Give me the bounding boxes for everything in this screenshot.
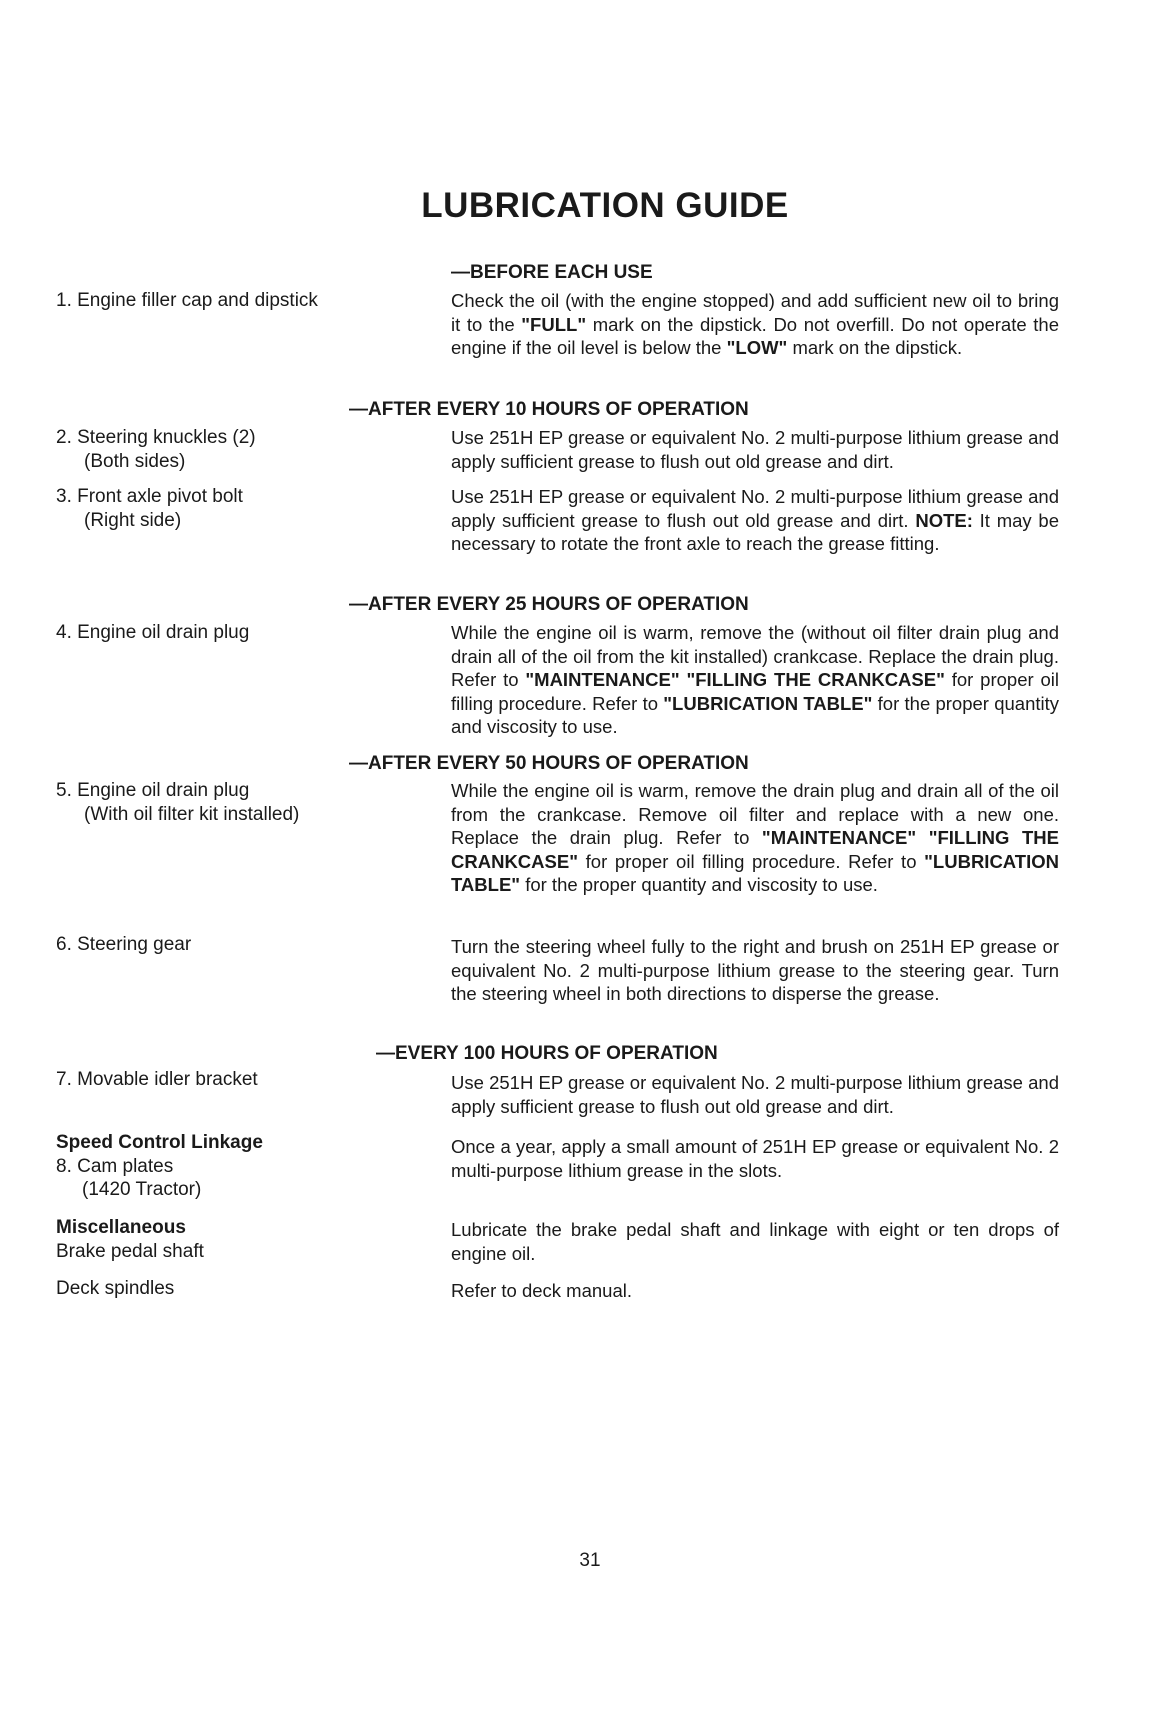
item-label: 5. Engine oil drain plug (56, 780, 250, 801)
heading-before-each-use: —BEFORE EACH USE (451, 262, 653, 283)
item-label: Brake pedal shaft (56, 1240, 204, 1262)
heading-after-10-hours: —AFTER EVERY 10 HOURS OF OPERATION (349, 399, 749, 420)
desc-bold: "MAINTENANCE" "FILLING THE CRANKCASE" (525, 669, 945, 690)
desc-movable-idler-bracket: Use 251H EP grease or equivalent No. 2 multi-purpose lithium grease and apply sufficient grease to flush out old grease and dirt. (451, 1072, 1059, 1117)
item-label: 8. Cam plates (56, 1155, 174, 1177)
desc-bold: "LUBRICATION TABLE" (663, 692, 873, 714)
desc-text: for the proper quantity and viscosity to use. (520, 874, 878, 895)
group-heading: Miscellaneous (56, 1217, 186, 1238)
item-miscellaneous (56, 1216, 396, 1263)
desc-engine-filler-cap (451, 289, 1059, 360)
item-steering-gear (56, 933, 396, 957)
item-sublabel: (With oil filter kit installed) (84, 803, 300, 825)
desc-text: Use 251H EP grease or equivalent No. 2 multi-purpose lithium grease and apply sufficient grease to flush out old grease and dirt. (451, 486, 1059, 531)
item-deck-spindles (56, 1277, 396, 1301)
desc-engine-oil-drain-plug (451, 621, 1059, 739)
item-engine-filler-cap (56, 289, 396, 313)
desc-front-axle-pivot-bolt (451, 485, 1059, 556)
item-sublabel: (Both sides) (84, 450, 186, 472)
item-sublabel: (Right side) (84, 509, 182, 531)
heading-after-50-hours: —AFTER EVERY 50 HOURS OF OPERATION (349, 753, 749, 774)
desc-text: mark on the dipstick. (787, 337, 963, 358)
desc-bold: "LOW" (726, 337, 788, 358)
page-number: 31 (579, 1550, 601, 1571)
desc-text: mark on the dipstick. Do not overfill. Do not operate the engine if the oil level is below the (451, 313, 1059, 358)
item-label: 4. Engine oil drain plug (56, 622, 250, 643)
item-label: 7. Movable idler bracket (56, 1069, 258, 1090)
group-heading: Speed Control Linkage (56, 1132, 263, 1153)
item-label: 3. Front axle pivot bolt (56, 486, 243, 507)
desc-text: Check the oil (with the engine stopped) and add sufficient new oil to bring it to the (451, 290, 1059, 335)
item-engine-oil-drain-plug (56, 621, 396, 645)
note-label: NOTE: (915, 509, 973, 531)
desc-text: for proper oil filling procedure. Refer to (451, 669, 1060, 714)
item-label: 6. Steering gear (56, 934, 192, 955)
page-title: LUBRICATION GUIDE (421, 186, 789, 225)
desc-text: It may be necessary to rotate the front axle to reach the grease fitting. (451, 509, 1059, 554)
heading-every-100-hours: —EVERY 100 HOURS OF OPERATION (376, 1043, 718, 1064)
heading-after-25-hours: —AFTER EVERY 25 HOURS OF OPERATION (349, 594, 749, 615)
item-front-axle-pivot-bolt (56, 485, 396, 532)
desc-deck-spindles: Refer to deck manual. (451, 1280, 632, 1301)
item-label: 2. Steering knuckles (2) (56, 427, 256, 448)
desc-bold: "LUBRICATION TABLE" (451, 850, 1059, 895)
desc-text: for proper oil filling procedure. Refer to (577, 850, 925, 872)
item-label: 1. Engine filler cap and dipstick (56, 290, 318, 311)
desc-bold: "MAINTENANCE" "FILLING THE CRANKCASE" (451, 827, 1059, 872)
item-movable-idler-bracket (56, 1068, 396, 1092)
desc-text: While the engine oil is warm, remove the drain plug and drain all of the oil from the crankcase. Remove oil filter and replace with a new one. Replace the drain plug. Refer to (451, 780, 1059, 848)
desc-bold: "FULL" (521, 313, 587, 335)
desc-cam-plates: Once a year, apply a small amount of 251H EP grease or equivalent No. 2 multi-purpose lithium grease in the slots. (451, 1136, 1059, 1181)
desc-text: While the engine oil is warm, remove the (without oil filter drain plug and drain all of the oil from the kit installed) crankcase. Replace the drain plug. Refer to (451, 622, 1059, 690)
desc-engine-oil-drain-plug-filter (451, 779, 1059, 897)
item-engine-oil-drain-plug-filter (56, 779, 396, 826)
desc-brake-pedal-shaft: Lubricate the brake pedal shaft and linkage with eight or ten drops of engine oil. (451, 1219, 1059, 1264)
item-sublabel: (1420 Tractor) (82, 1179, 202, 1200)
item-speed-control-linkage (56, 1131, 396, 1202)
desc-text: for the proper quantity and viscosity to use. (451, 692, 1059, 737)
item-steering-knuckles (56, 426, 396, 473)
desc-steering-knuckles: Use 251H EP grease or equivalent No. 2 multi-purpose lithium grease and apply sufficient grease to flush out old grease and dirt. (451, 427, 1059, 472)
desc-steering-gear: Turn the steering wheel fully to the right and brush on 251H EP grease or equivalent No. 2 multi-purpose lithium grease to the steering gear. Turn the steering wheel in both directions to disperse the grease. (451, 936, 1059, 1004)
item-label: Deck spindles (56, 1278, 175, 1299)
